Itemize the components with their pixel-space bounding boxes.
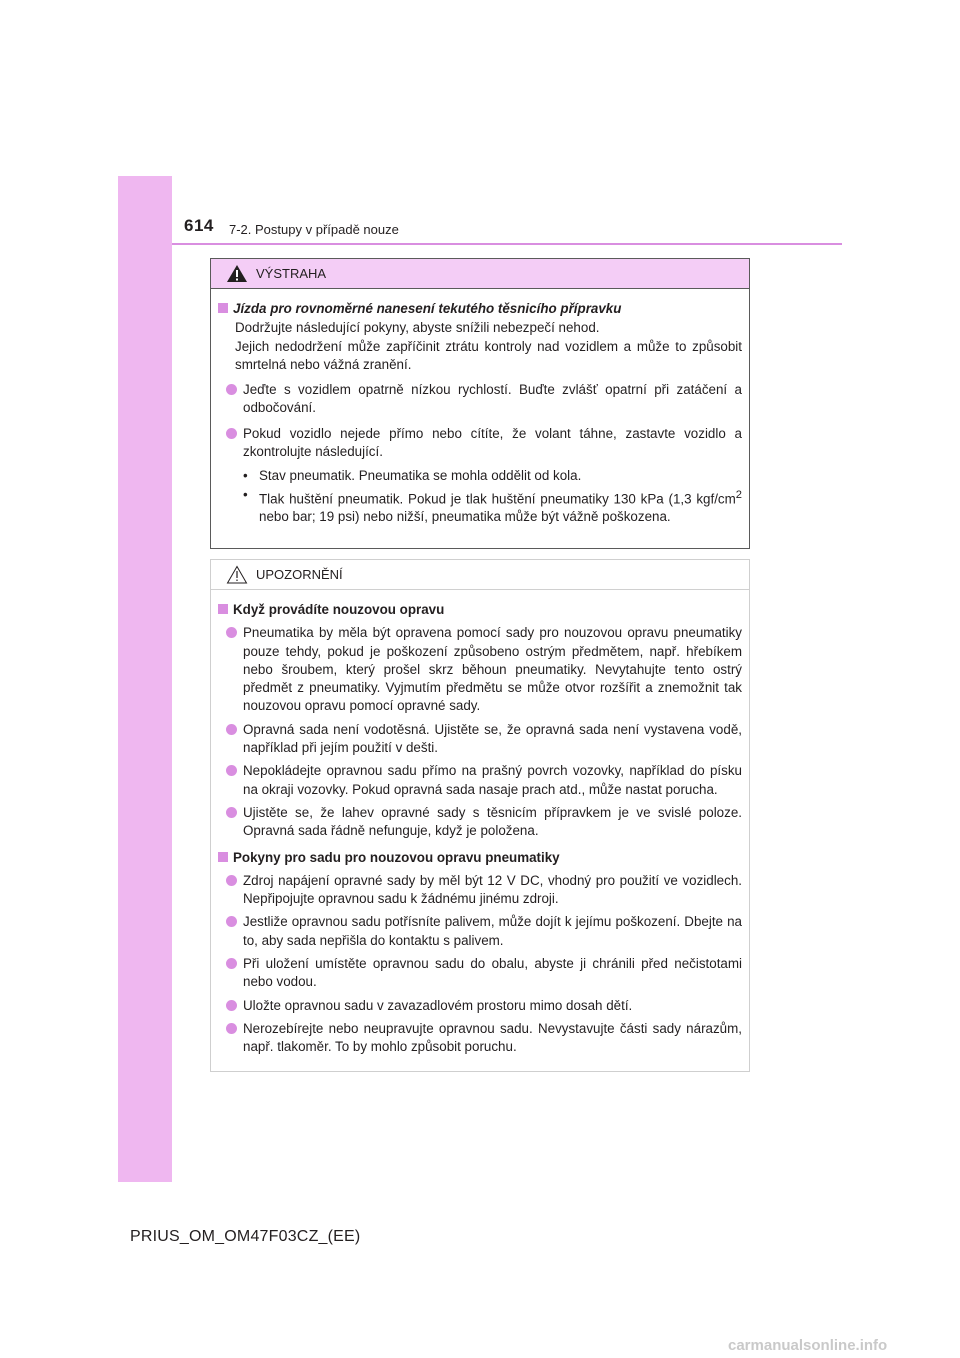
list-item (218, 997, 742, 1015)
header-rule (172, 243, 842, 245)
bullet-dot-icon (226, 1000, 237, 1011)
list-item (218, 381, 742, 418)
sub-list-item-text (259, 486, 742, 527)
sub-bullet-mark: • (243, 486, 248, 502)
page-number: 614 (184, 216, 214, 235)
notice-box-header (211, 560, 749, 590)
bullet-dot-icon (226, 875, 237, 886)
document-code: PRIUS_OM_OM47F03CZ_(EE) (130, 1228, 361, 1245)
warning-intro-1: Dodržujte následující pokyny, abyste snížili nebezpečí nehod. (235, 320, 600, 336)
list-item-text: Opravná sada není vodotěsná. Ujistěte se, že opravná sada není vystavena vodě, například při jejím použití v dešti. (243, 721, 742, 756)
warning-label: VÝSTRAHA (256, 266, 327, 281)
list-item-text: Nerozebírejte nebo neupravujte opravnou sadu. Nevystavujte části sady nárazům, např. tlakoměr. To by mohlo způsobit poruchu. (243, 1020, 742, 1055)
sub-list-item (218, 486, 742, 527)
notice-heading-text: Pokyny pro sadu pro nouzovou opravu pneumatiky (233, 849, 560, 865)
sub-list-item (218, 467, 742, 485)
bullet-dot-icon (226, 428, 237, 439)
list-item (218, 804, 742, 841)
caution-triangle-icon (226, 565, 248, 584)
list-item-text: Při uložení umístěte opravnou sadu do obalu, abyste ji chránili před nečistotami nebo vodou. (243, 956, 742, 990)
notice-box-body (211, 590, 749, 1057)
list-item (218, 913, 742, 950)
list-item-text: Uložte opravnou sadu v zavazadlovém prostoru mimo dosah dětí. (243, 997, 633, 1013)
warning-triangle-icon (226, 264, 248, 283)
bullet-dot-icon (226, 916, 237, 927)
list-item (218, 1020, 742, 1057)
list-item-text: Pneumatika by měla být opravena pomocí sady pro nouzovou opravu pneumatiky pouze tehdy, pokud je poškození způsobeno ostrým předmětem, např. hřebíkem nebo šroubem, který prošel skrz běhoun pneumatiky. Nevytahujte tento ostrý předmět z pneumatiky. Vyjmutím předmětu se může otvor rozšířit a znemožnit tak nouzovou opravu pomocí opravné sady. (243, 625, 742, 714)
notice-heading-2 (218, 849, 742, 867)
list-item (218, 721, 742, 758)
list-item-text: Pokud vozidlo nejede přímo nebo cítíte, že volant táhne, zastavte vozidlo a zkontrolujte následující. (243, 425, 742, 460)
list-item (218, 955, 742, 992)
bullet-dot-icon (226, 384, 237, 395)
list-item (218, 425, 742, 462)
section-title: 7-2. Postupy v případě nouze (229, 222, 399, 237)
notice-box (210, 559, 750, 1072)
sub-list-item-text: Stav pneumatik. Pneumatika se mohla oddělit od kola. (259, 468, 582, 484)
chapter-side-tab (118, 176, 172, 1182)
superscript-2: 2 (735, 488, 742, 501)
warning-box (210, 258, 750, 549)
list-item-text: Jeďte s vozidlem opatrně nízkou rychlostí. Buďte zvlášť opatrní při zatáčení a odbočování. (243, 382, 742, 416)
list-item (218, 762, 742, 799)
pressure-text-b: nebo bar; 19 psi) nebo nižší, pneumatika může být vážně poškozena. (259, 509, 671, 525)
bullet-dot-icon (226, 1023, 237, 1034)
warning-intro-2: Jejich nedodržení může zapříčinit ztrátu kontroly nad vozidlem a může to způsobit smrtelná nebo vážná zranění. (235, 338, 742, 372)
bullet-dot-icon (226, 765, 237, 776)
list-item (218, 872, 742, 909)
section-square-icon (218, 852, 228, 862)
pressure-text-a: Tlak huštění pneumatik. Pokud je tlak huštění pneumatiky 130 kPa (1,3 kgf/cm (259, 491, 736, 507)
list-item-text: Zdroj napájení opravné sady by měl být 12 V DC, vhodný pro použití ve vozidlech. Nepřipojujte opravnou sadu k žádnému jinému zdroji. (243, 872, 742, 907)
list-item-text: Nepokládejte opravnou sadu přímo na prašný povrch vozovky, například do písku na okraji vozovky. Pokud opravná sada nasaje prach atd., může nastat porucha. (243, 763, 742, 797)
bullet-dot-icon (226, 724, 237, 735)
notice-label: UPOZORNĚNÍ (256, 567, 343, 582)
watermark: carmanualsonline.info (728, 1337, 888, 1354)
notice-heading-text: Když provádíte nouzovou opravu (233, 602, 445, 617)
warning-heading (218, 300, 742, 318)
warning-heading-text: Jízda pro rovnoměrné nanesení tekutého těsnicího přípravku (233, 301, 622, 316)
section-square-icon (218, 604, 228, 614)
list-item-text: Ujistěte se, že lahev opravné sady s těsnicím přípravkem je ve svislé poloze. Opravná sada řádně nefunguje, když je položena. (243, 804, 742, 839)
warning-box-body (211, 289, 749, 527)
warning-box-header (211, 259, 749, 289)
bullet-dot-icon (226, 627, 237, 638)
list-item-text: Jestliže opravnou sadu potřísníte palivem, může dojít k jejímu poškození. Dbejte na to, aby sada nepřišla do kontaktu s palivem. (243, 914, 742, 948)
bullet-dot-icon (226, 807, 237, 818)
notice-heading-1 (218, 601, 742, 619)
section-square-icon (218, 303, 228, 313)
list-item (218, 624, 742, 715)
sub-bullet-mark: • (243, 468, 248, 484)
bullet-dot-icon (226, 958, 237, 969)
